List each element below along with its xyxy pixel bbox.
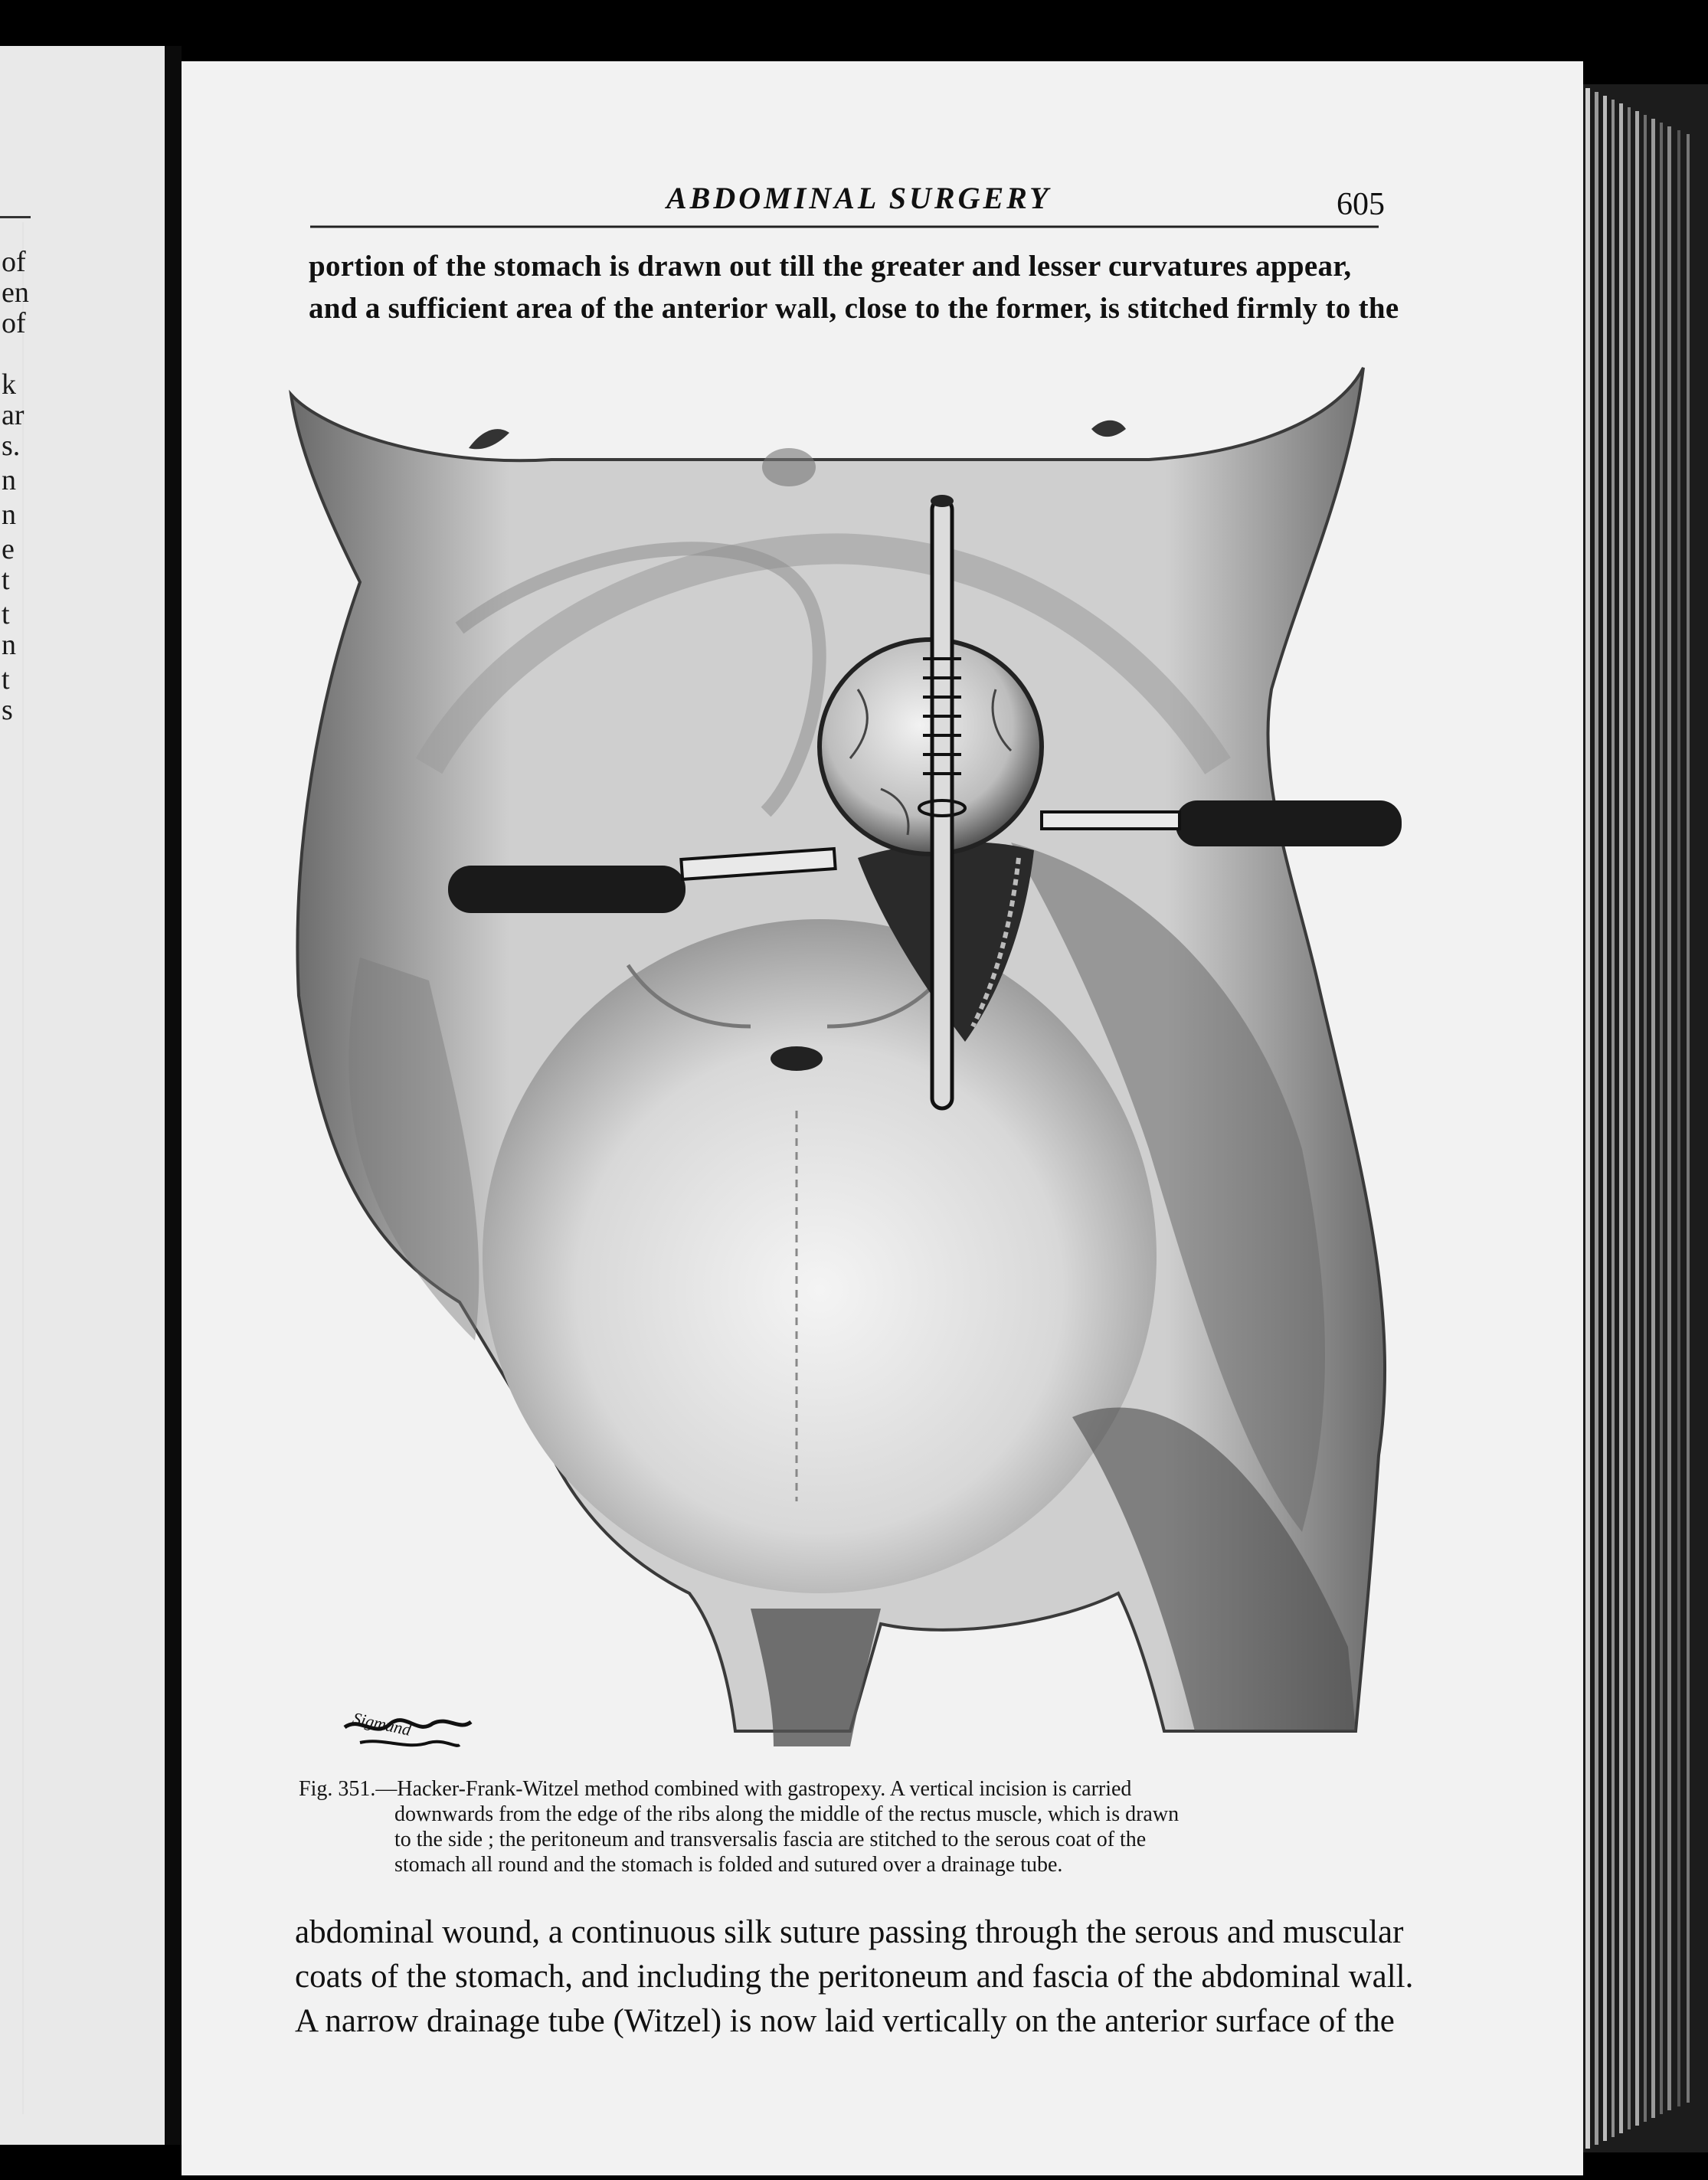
fragment: of <box>2 307 26 339</box>
body-text-line: portion of the stomach is drawn out till the greater and lesser curvatures appear, <box>309 250 1352 283</box>
body-text-line: abdominal wound, a continuous silk suture passing through the serous and muscular <box>295 1914 1404 1950</box>
caption-line: downwards from the edge of the ribs along the middle of the rectus muscle, which is drawn <box>394 1802 1180 1826</box>
page-number: 605 <box>1337 187 1385 222</box>
caption-line: to the side ; the peritoneum and transversalis fascia are stitched to the serous coat of the <box>394 1828 1147 1851</box>
caption-line: Fig. 351.—Hacker-Frank-Witzel method combined with gastropexy. A vertical incision is carried <box>299 1777 1132 1801</box>
fragment: t <box>2 598 10 630</box>
drainage-tube <box>932 499 952 1108</box>
umbilicus <box>771 1046 823 1071</box>
fragment: n <box>2 499 16 531</box>
fragment: t <box>2 663 10 696</box>
fragment: n <box>2 629 16 661</box>
fragment: e <box>2 533 15 565</box>
fragment: ar <box>2 399 25 431</box>
body-text-line: coats of the stomach, and including the peritoneum and fascia of the abdominal wall. <box>295 1959 1414 1995</box>
fragment: of <box>2 246 26 278</box>
fragment: k <box>2 368 16 401</box>
page-stack-edge <box>1583 84 1708 2152</box>
abdomen <box>483 919 1157 1593</box>
body-text-line: and a sufficient area of the anterior wall, close to the former, is stitched firmly to the <box>309 292 1399 325</box>
book-gutter <box>165 46 182 2145</box>
fragment: n <box>2 464 16 496</box>
fragment: s. <box>2 430 21 462</box>
fragment: t <box>2 564 10 596</box>
left-page-edge <box>0 46 165 2145</box>
artist-signature: Sigmund <box>351 1708 413 1740</box>
running-head: ABDOMINAL SURGERY <box>666 181 1052 215</box>
body-text-line: A narrow drainage tube (Witzel) is now laid vertically on the anterior surface of the <box>295 2003 1395 2039</box>
fragment: s <box>2 694 13 726</box>
caption-line: stomach all round and the stomach is folded and sutured over a drainage tube. <box>394 1853 1063 1877</box>
fragment: en <box>2 277 29 309</box>
